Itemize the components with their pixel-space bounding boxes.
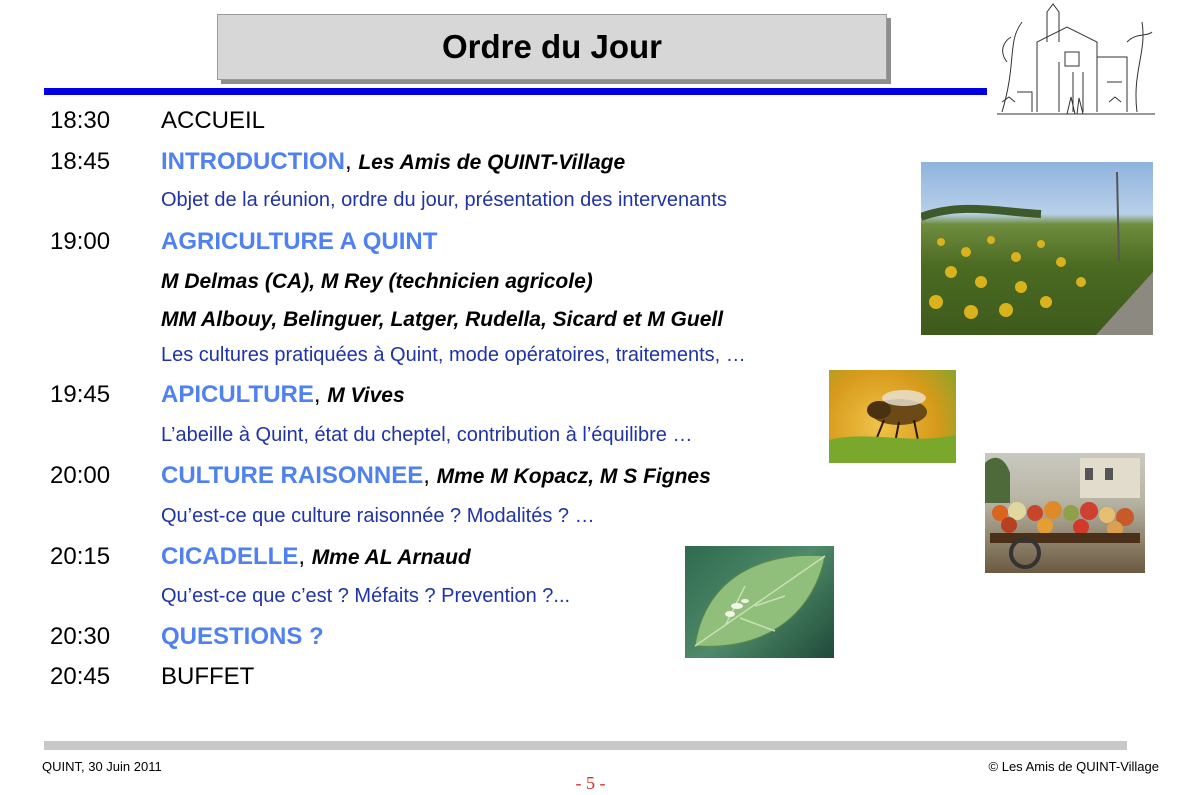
agenda-title: APICULTURE [161,381,314,408]
agenda-title: QUESTIONS ? [161,623,324,650]
agenda-time: 20:30 [50,623,111,650]
footer-left-text: QUINT, 30 Juin 2011 [42,759,162,774]
agenda-speakers: Mme M Kopacz, M S Fignes [436,465,711,488]
footer-right-text: © Les Amis de QUINT-Village [988,759,1159,774]
agenda-time: 19:45 [50,381,111,408]
separator: , [298,543,312,570]
agenda-description: Objet de la réunion, ordre du jour, présentation des intervenants [161,189,727,211]
separator: , [313,381,328,408]
page-number: - 5 - [575,773,606,793]
title-box [217,14,887,80]
pumpkin-cart-image [985,453,1145,573]
agenda-title: CICADELLE [161,543,299,570]
agenda-item [161,148,625,176]
agenda-speakers: M Delmas (CA), M Rey (technicien agricole) [161,270,593,293]
agenda-time: 18:30 [50,107,111,134]
sunflower-field-image [921,162,1153,335]
agenda-description: Qu’est-ce que c’est ? Méfaits ? Prevention ?... [161,585,571,607]
agenda-speakers: Mme AL Arnaud [311,546,471,569]
agenda-item [161,462,711,490]
agenda-time: 20:00 [50,462,111,489]
agenda-time: 20:15 [50,543,111,570]
agenda-title: BUFFET [161,663,255,690]
separator: , [423,462,437,489]
agenda-description: Qu’est-ce que culture raisonnée ? Modalités ? … [161,505,595,527]
agenda-item [161,381,405,409]
leaf-with-insects-image [685,546,834,658]
agenda-item [161,228,437,256]
bee-on-flower-image [829,370,956,463]
agenda-time: 19:00 [50,228,111,255]
church-sketch-image [997,2,1155,120]
agenda-item [161,543,471,571]
agenda-item [161,623,324,651]
agenda-time: 20:45 [50,663,111,690]
agenda-title: AGRICULTURE A QUINT [161,228,438,255]
agenda-description: Les cultures pratiquées à Quint, mode opératoires, traitements, … [161,344,746,366]
agenda-description: L’abeille à Quint, état du cheptel, contribution à l’équilibre … [161,424,693,446]
agenda-time: 18:45 [50,148,111,175]
agenda-item [161,107,265,135]
agenda-item [161,663,254,691]
agenda-title: CULTURE RAISONNEE [161,462,424,489]
separator: , [344,148,359,175]
agenda-speakers: Les Amis de QUINT-Village [358,151,626,174]
agenda-speakers: MM Albouy, Belinguer, Latger, Rudella, Sicard et M Guell [161,308,724,331]
title-underline [44,88,987,95]
agenda-title: INTRODUCTION [161,148,345,175]
page-title: Ordre du Jour [441,28,663,65]
agenda-title: ACCUEIL [161,107,266,134]
footer-divider [44,741,1127,750]
agenda-speakers: M Vives [327,384,405,407]
